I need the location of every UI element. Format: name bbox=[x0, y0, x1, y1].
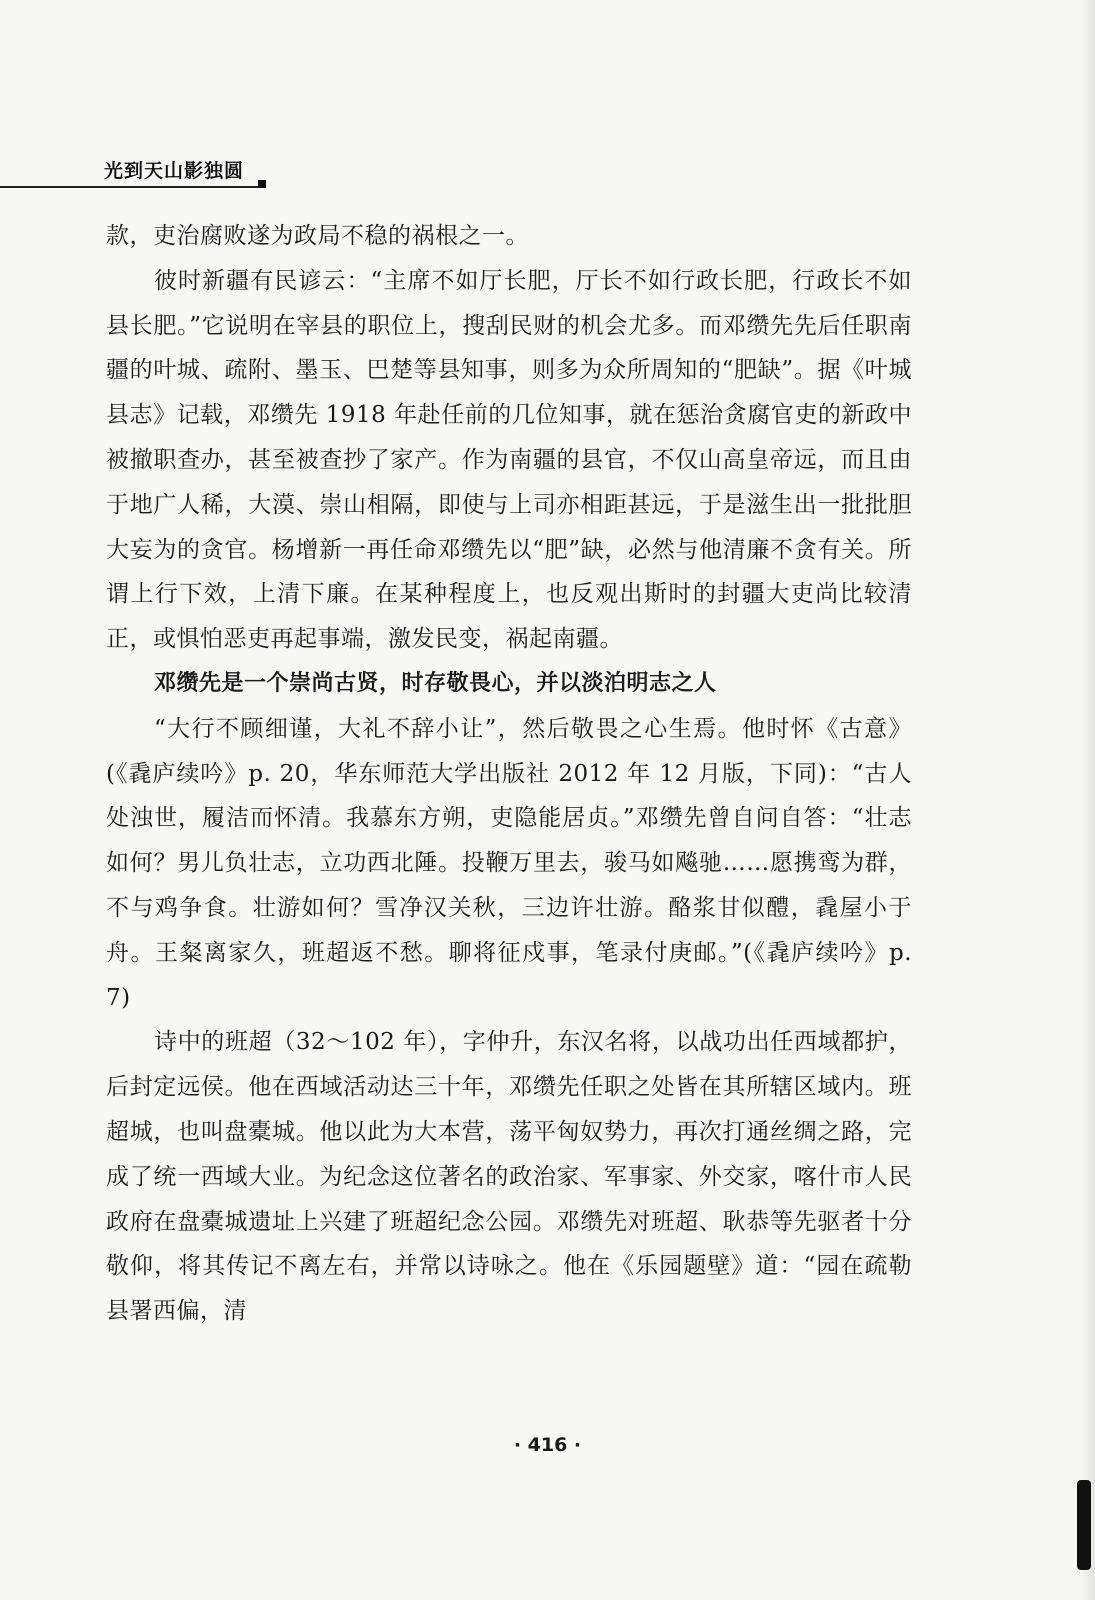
section-subheading: 邓缵先是一个崇尚古贤，时存敬畏心，并以淡泊明志之人 bbox=[154, 670, 717, 696]
paragraph: 彼时新疆有民谚云：“主席不如厅长肥，厅长不如行政长肥，行政长不如县长肥。”它说明在宰县的职位上，搜刮民财的机会尤多。而邓缵先先后任职南疆的叶城、疏附、墨玉、巴楚等县知事，则多为众所周知的“肥缺”。据《叶城县志》记载，邓缵先 1918 年赴任前的几位知事，就在惩治贪腐官吏的新政中被撤职查办，甚至被查抄了家产。作为南疆的县官，不仅山高皇帝远，而且由于地广人稀，大漠、崇山相隔，即使与上司亦相距甚远，于是滋生出一批批胆大妄为的贪官。杨增新一再任命邓缵先以“肥”缺，必然与他清廉不贪有关。所谓上行下效，上清下廉。在某种程度上，也反观出斯时的封疆大吏尚比较清正，或惧怕恶吏再起事端，激发民变，祸起南疆。 bbox=[106, 267, 912, 653]
header-rule bbox=[0, 186, 262, 188]
scan-edge-mark bbox=[1077, 1480, 1091, 1570]
paragraph: 诗中的班超（32～102 年），字仲升，东汉名将，以战功出任西域都护，后封定远侯。他在西域活动达三十年，邓缵先任职之处皆在其所辖区域内。班超城，也叫盘橐城。他以此为大本营，荡平匈奴势力，再次打通丝绸之路，完成了统一西域大业。为纪念这位著名的政治家、军事家、外交家，喀什市人民政府在盘橐城遗址上兴建了班超纪念公园。邓缵先对班超、耿恭等先驱者十分敬仰，将其传记不离左右，并常以诗咏之。他在《乐园题壁》道：“园在疏勒县署西偏，清 bbox=[106, 1029, 912, 1325]
running-head-title: 光到天山影独圆 bbox=[104, 160, 245, 182]
header-square-mark bbox=[258, 180, 266, 188]
scan-edge-shadow bbox=[1079, 0, 1095, 1600]
paragraph: “大行不顾细谨，大礼不辞小让”，然后敬畏之心生焉。他时怀《古意》(《毳庐续吟》p. 20，华东师范大学出版社 2012 年 12 月版，下同)：“古人处浊世，履洁而怀清。我慕东方朔，吏隐能居贞。”邓缵先曾自问自答：“壮志如何？男儿负壮志，立功西北陲。投鞭万里去，骏马如飚驰……愿携鸾为群，不与鸡争食。壮游如何？雪净汉关秋，三边许壮游。酪浆甘似醴，毳屋小于舟。王粲离家久，班超返不愁。聊将征戍事，笔录付庚邮。”(《毳庐续吟》p. 7) bbox=[106, 715, 912, 1011]
paragraph-continuation: 款，吏治腐败遂为政局不稳的祸根之一。 bbox=[106, 223, 529, 249]
body-text bbox=[106, 214, 912, 1334]
page-number: · 416 · bbox=[513, 1434, 582, 1456]
